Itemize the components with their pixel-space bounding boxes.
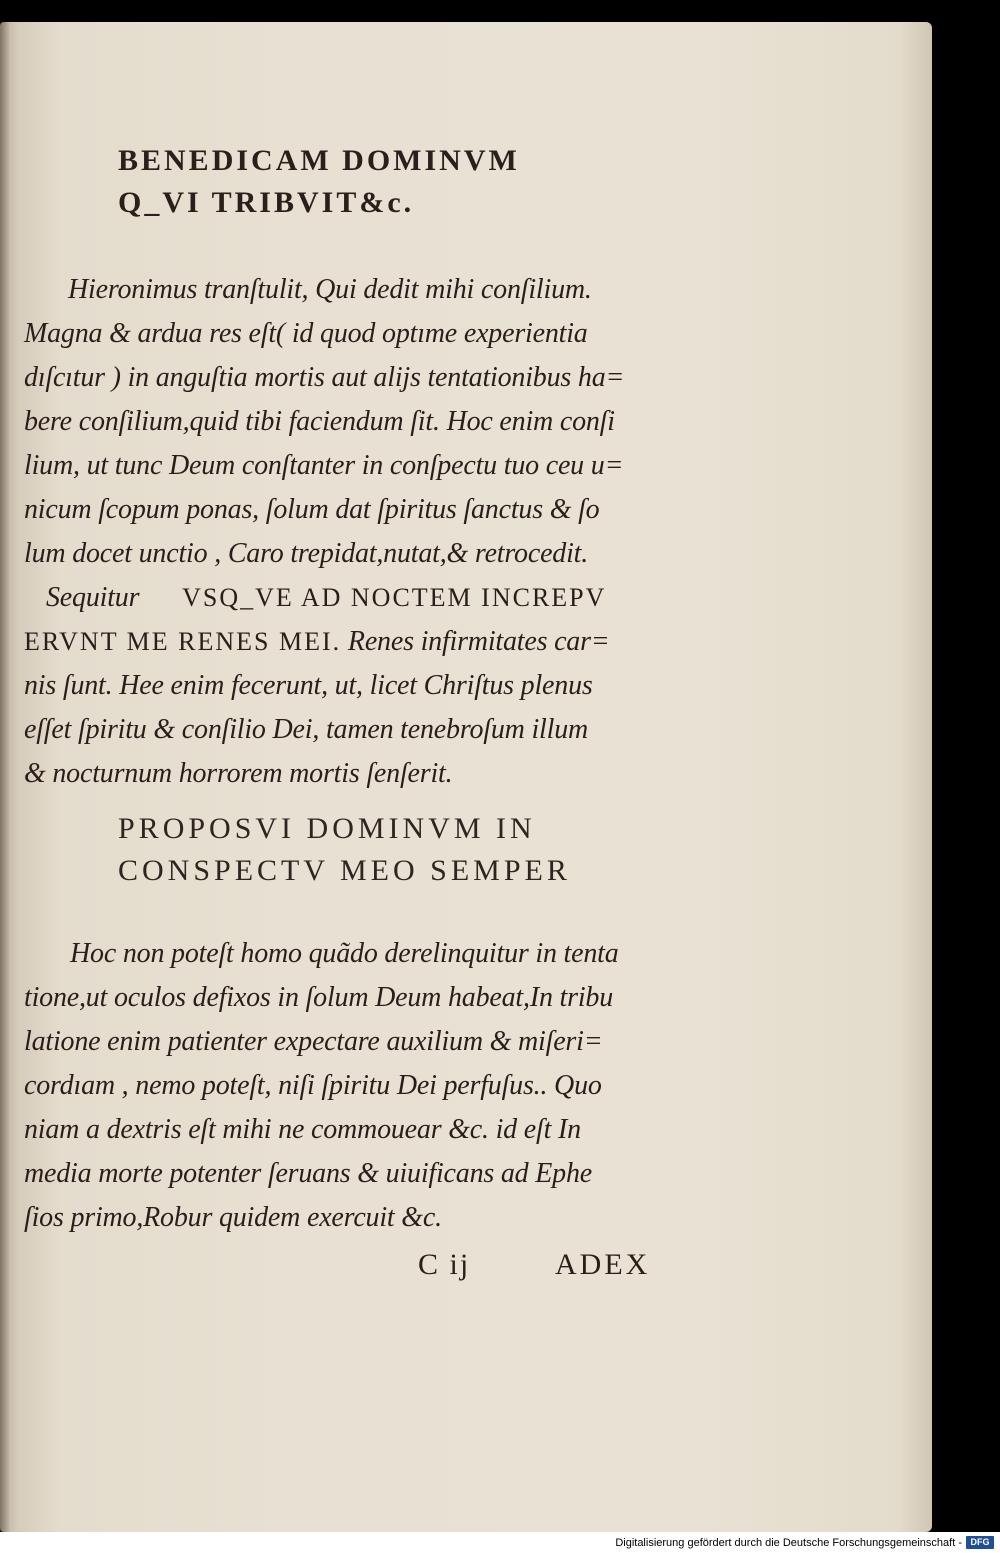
book-page (0, 22, 932, 1532)
paragraph-3-line-7: ſios primo,Robur quidem exercuit &c. (24, 1202, 442, 1233)
paragraph-2-line-1-caps: VSQ_VE AD NOCTEM INCREPV (182, 583, 607, 612)
catchword: ADEX (555, 1248, 651, 1281)
paragraph-2-line-5: & nocturnum horrorem mortis ſenſerit. (24, 758, 453, 789)
paragraph-2-line-2-caps: ERVNT ME RENES MEI. (24, 627, 342, 656)
paragraph-3-line-6: media morte potenter ſeruans & uiuificans ad Ephe (24, 1158, 593, 1189)
dfg-logo: DFG (966, 1536, 994, 1549)
funding-credit: Digitalisierung gefördert durch die Deutsche Forschungsgemeinschaft - (615, 1537, 962, 1549)
paragraph-2-line-3: nis ſunt. Hee enim fecerunt, ut, licet Chriſtus plenus (24, 670, 593, 701)
heading-2-line-1: PROPOSVI DOMINVM IN (118, 812, 536, 845)
paragraph-1-line-7: lum docet unctio , Caro trepidat,nutat,& retrocedit. (24, 538, 589, 569)
paragraph-1-line-5: lium, ut tunc Deum conſtanter in conſpectu tuo ceu u= (24, 450, 624, 481)
paragraph-1-line-4: bere conſilium,quid tibi faciendum ſit. Hoc enim conſi (24, 406, 615, 437)
heading-2-line-2: CONSPECTV MEO SEMPER (118, 854, 571, 887)
paragraph-2-line-2 (24, 626, 610, 658)
paragraph-2-line-1-lead: Sequitur (46, 582, 140, 613)
paragraph-3-line-4: cordıam , nemo poteſt, niſi ſpiritu Dei perfuſus.. Quo (24, 1070, 602, 1101)
paragraph-3-line-2: tione,ut oculos defixos in ſolum Deum habeat,In tribu (24, 982, 613, 1013)
paragraph-2-line-1 (46, 582, 606, 614)
paragraph-3-line-1: Hoc non poteſt homo quãdo derelinquitur in tenta (70, 938, 619, 969)
paragraph-3-line-5: niam a dextris eſt mihi ne commouear &c. id eſt In (24, 1114, 581, 1145)
paragraph-2-line-4: eſſet ſpiritu & conſilio Dei, tamen tenebroſum illum (24, 714, 589, 745)
paragraph-2-line-2-tail: Renes infirmitates car= (341, 626, 610, 657)
paragraph-1-line-6: nicum ſcopum ponas, ſolum dat ſpiritus ſanctus & ſo (24, 494, 600, 525)
paragraph-3-line-3: latione enim patienter expectare auxilium & miſeri= (24, 1026, 603, 1057)
heading-1-line-2: Q_VI TRIBVIT&c. (118, 186, 415, 219)
paragraph-1-line-2: Magna & ardua res eſt( id quod optıme experientia (24, 318, 588, 349)
paragraph-1-line-3: dıſcıtur ) in anguſtia mortis aut alijs tentationibus ha= (24, 362, 625, 393)
signature-mark: C ij (418, 1248, 471, 1281)
paragraph-1-line-1: Hieronimus tranſtulit, Qui dedit mihi conſilium. (68, 274, 592, 305)
heading-1-line-1: BENEDICAM DOMINVM (118, 144, 520, 177)
